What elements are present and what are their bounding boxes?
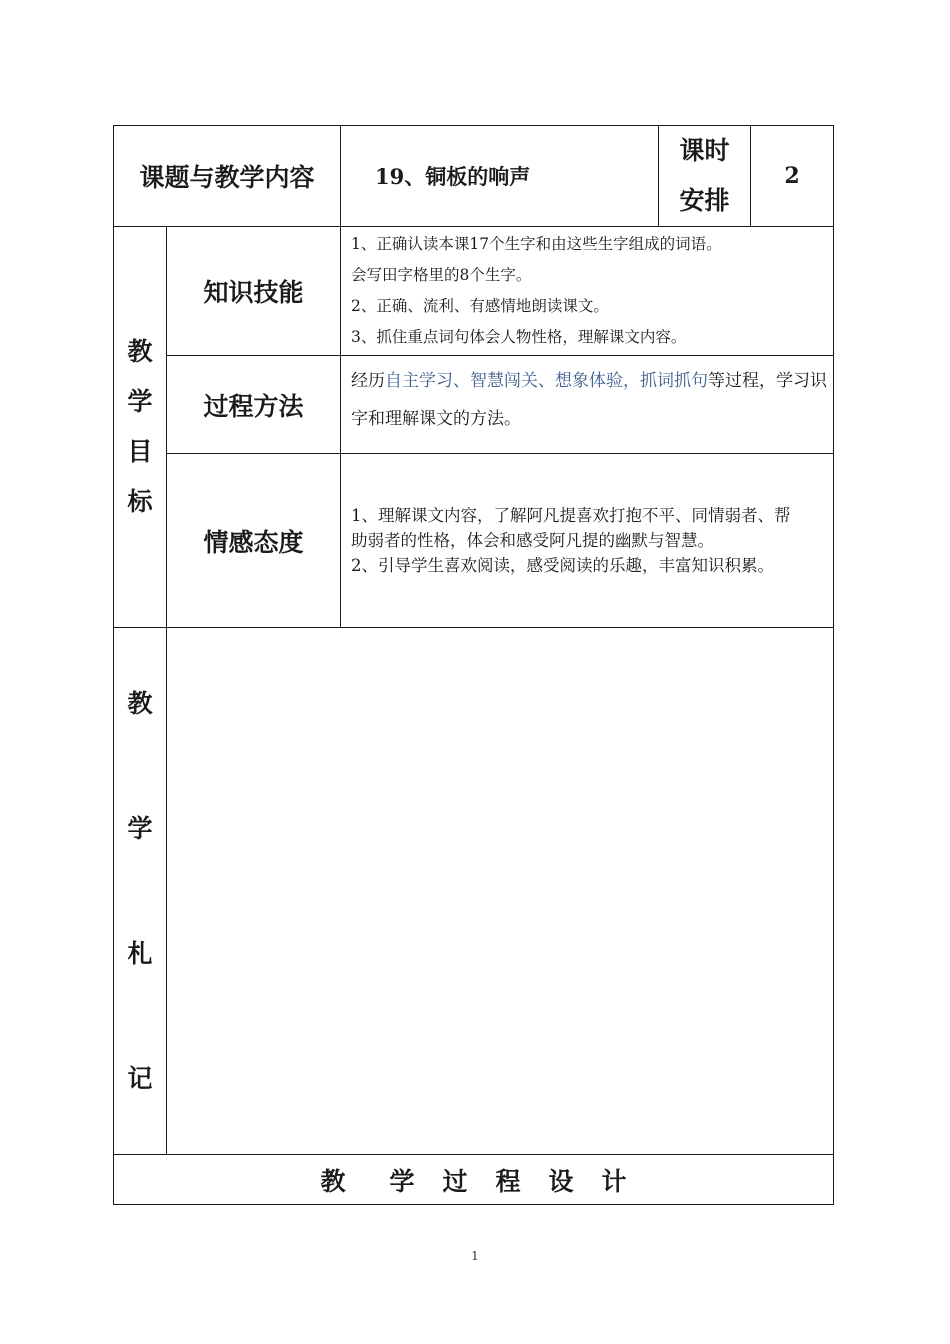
objectives-char: 标 [127, 487, 153, 516]
knowledge-line: 1、正确认读本课17个生字和由这些生字组成的词语。 [351, 235, 722, 253]
knowledge-label: 知识技能 [167, 227, 341, 356]
emotion-label: 情感态度 [167, 454, 341, 628]
hours-label [659, 126, 751, 227]
process-design-heading [114, 1155, 834, 1205]
process-prefix: 经历 [351, 371, 386, 391]
objectives-group-label [114, 227, 167, 628]
notes-char: 札 [127, 939, 153, 968]
page-number: 1 [471, 1249, 479, 1263]
process-row [114, 356, 834, 454]
emotion-line: 1、理解课文内容，了解阿凡提喜欢打抱不平、同情弱者、帮助弱者的性格，体会和感受阿凡提的幽默与智慧。 [351, 506, 791, 550]
footer-row [114, 1155, 834, 1205]
heading-char: 学 [389, 1166, 415, 1196]
notes-row [114, 628, 834, 1155]
subject-label: 课题与教学内容 [114, 126, 341, 227]
knowledge-line: 会写田字格里的8个生字。 [351, 266, 532, 284]
objectives-char: 教 [127, 337, 153, 366]
hours-value: 2 [751, 126, 834, 227]
notes-char: 教 [127, 689, 153, 718]
heading-char: 教 [320, 1166, 346, 1196]
notes-label [114, 628, 167, 1155]
knowledge-content [341, 227, 834, 356]
emotion-content [341, 454, 834, 628]
emotion-row [114, 454, 834, 628]
heading-char: 过 [442, 1166, 468, 1196]
lesson-title: 19、铜板的响声 [341, 126, 659, 227]
process-suffix: 等过程，学习识字和理解课文的方法。 [351, 371, 828, 429]
knowledge-row [114, 227, 834, 356]
objectives-char: 学 [127, 387, 153, 416]
heading-char: 计 [601, 1166, 627, 1196]
knowledge-line: 3、抓住重点词句体会人物性格，理解课文内容。 [351, 328, 687, 346]
heading-char: 设 [548, 1166, 574, 1196]
hours-label-line1: 课时 [679, 136, 730, 165]
process-content [341, 356, 834, 454]
heading-char: 程 [495, 1166, 521, 1196]
notes-char: 记 [127, 1064, 153, 1093]
objectives-char: 目 [127, 437, 153, 466]
knowledge-line: 2、正确、流利、有感情地朗读课文。 [351, 297, 609, 315]
notes-char: 学 [127, 814, 153, 843]
header-row [114, 126, 834, 227]
emotion-line: 2、引导学生喜欢阅读，感受阅读的乐趣，丰富知识积累。 [351, 556, 775, 575]
notes-area[interactable] [167, 628, 834, 1155]
process-label: 过程方法 [167, 356, 341, 454]
hours-label-line2: 安排 [679, 186, 730, 215]
process-highlight: 自主学习、智慧闯关、想象体验，抓词抓句 [385, 371, 709, 391]
lesson-plan-table [113, 125, 834, 1205]
